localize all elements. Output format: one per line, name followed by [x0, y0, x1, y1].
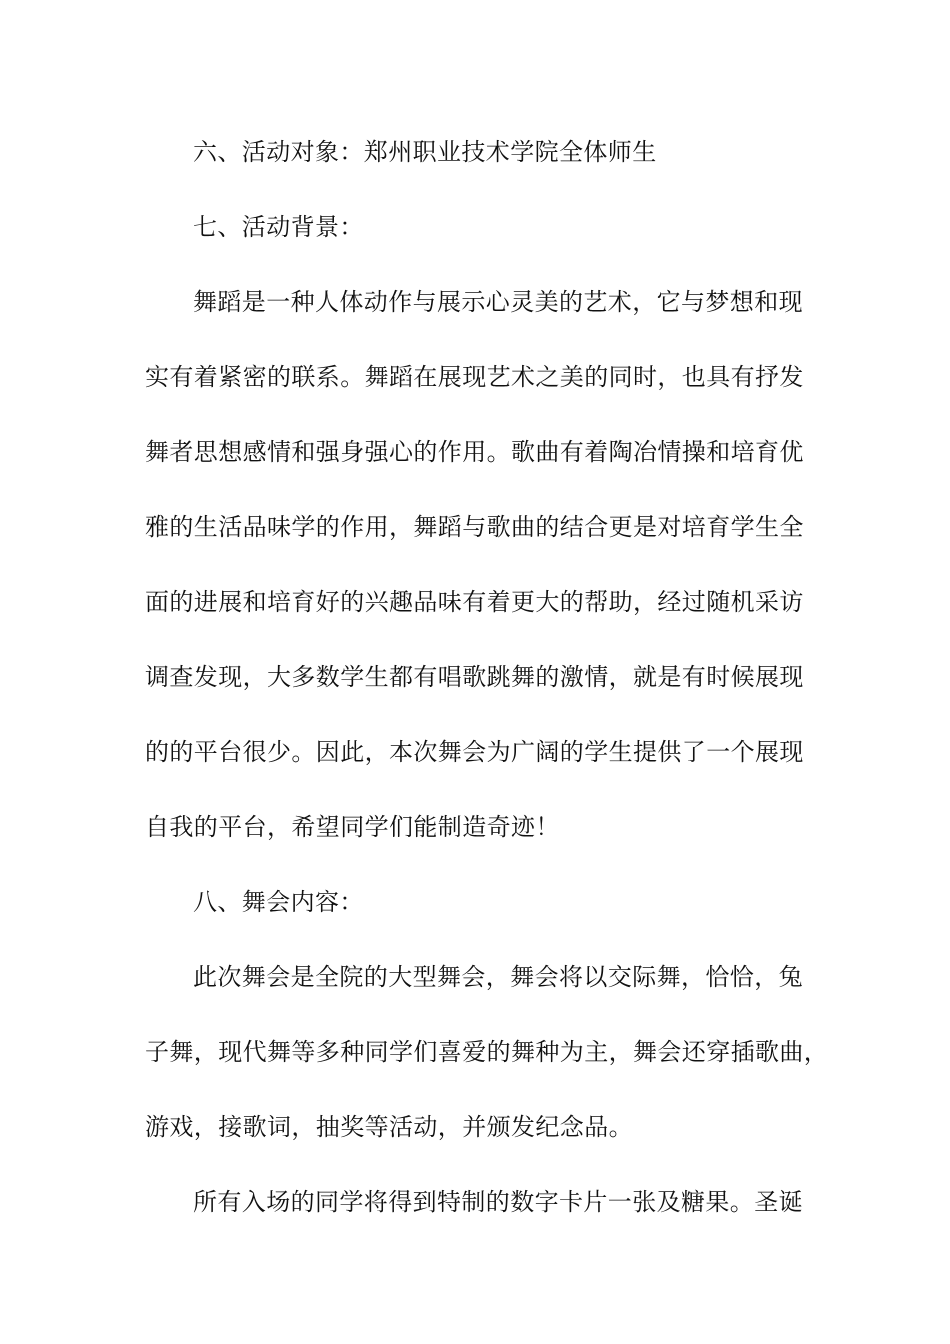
paragraph-line: 调查发现，大多数学生都有唱歌跳舞的激情，就是有时候展现: [145, 663, 804, 691]
paragraph-line: 所有入场的同学将得到特制的数字卡片一张及糖果。圣诞: [193, 1188, 803, 1216]
section-heading-participants: 六、活动对象：郑州职业技术学院全体师生: [193, 138, 657, 166]
paragraph-line: 面的进展和培育好的兴趣品味有着更大的帮助，经过随机采访: [145, 588, 804, 616]
paragraph-line: 雅的生活品味学的作用，舞蹈与歌曲的结合更是对培育学生全: [145, 513, 804, 541]
section-heading-content: 八、舞会内容：: [193, 888, 364, 916]
paragraph-line: 舞蹈是一种人体动作与展示心灵美的艺术，它与梦想和现: [193, 288, 803, 316]
paragraph-line: 子舞，现代舞等多种同学们喜爱的舞种为主，舞会还穿插歌曲，: [145, 1038, 829, 1066]
paragraph-line: 实有着紧密的联系。舞蹈在展现艺术之美的同时，也具有抒发: [145, 363, 804, 391]
paragraph-line: 此次舞会是全院的大型舞会，舞会将以交际舞，恰恰，兔: [193, 963, 803, 991]
paragraph-line: 的的平台很少。因此，本次舞会为广阔的学生提供了一个展现: [145, 738, 804, 766]
section-heading-background: 七、活动背景：: [193, 213, 364, 241]
paragraph-line: 自我的平台，希望同学们能制造奇迹！: [145, 813, 560, 841]
paragraph-line: 舞者思想感情和强身强心的作用。歌曲有着陶冶情操和培育优: [145, 438, 804, 466]
paragraph-line: 游戏，接歌词，抽奖等活动，并颁发纪念品。: [145, 1113, 633, 1141]
